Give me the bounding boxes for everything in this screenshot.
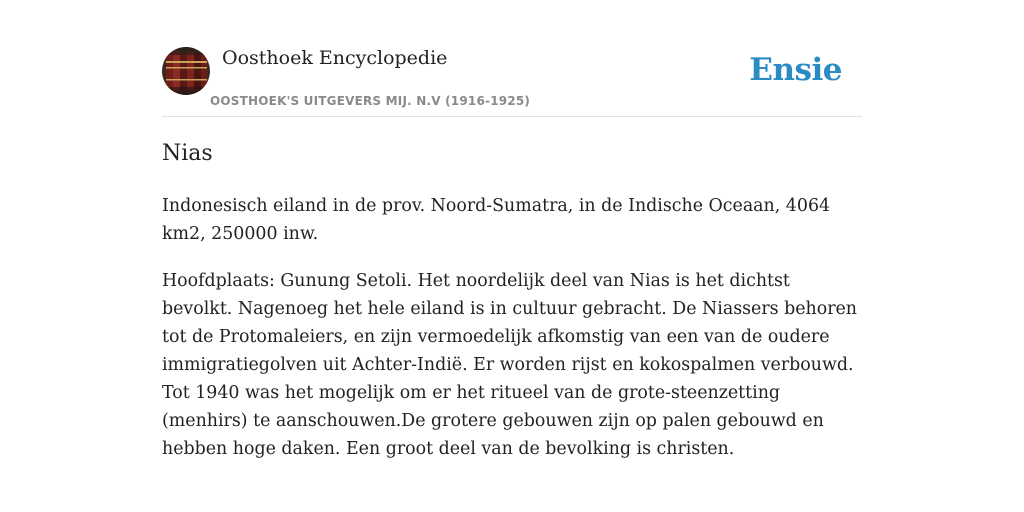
source-subtitle: OOSTHOEK'S UITGEVERS MIJ. N.V (1916-1925) <box>210 94 531 108</box>
encyclopedia-books-icon[interactable] <box>162 47 210 95</box>
brand-logo[interactable]: Ensie <box>749 52 842 88</box>
entry-paragraph: Indonesisch eiland in de prov. Noord-Sumatra, in de Indische Oceaan, 4064 km2, 250000 inw. <box>162 196 831 244</box>
page-title: Nias <box>162 141 213 166</box>
source-title[interactable]: Oosthoek Encyclopedie <box>222 47 448 69</box>
entry-body <box>162 192 862 482</box>
entry-paragraph: Hoofdplaats: Gunung Setoli. Het noordelijk deel van Nias is het dichtst bevolkt. Nagenoeg het hele eiland is in cultuur gebracht. De Niassers behoren tot de Protomaleiers, en zijn vermoedelijk afkomstig van een van de oudere immigratiegolven uit Achter-Indië. Er worden rijst en kokospalmen verbouwd. Tot 1940 was het mogelijk om er het ritueel van de grote-steenzetting (menhirs) te aanschouwen.De grotere gebouwen zijn op palen gebouwd en hebben hoge daken. Een groot deel van de bevolking is christen. <box>162 271 857 459</box>
source-header <box>162 46 862 117</box>
